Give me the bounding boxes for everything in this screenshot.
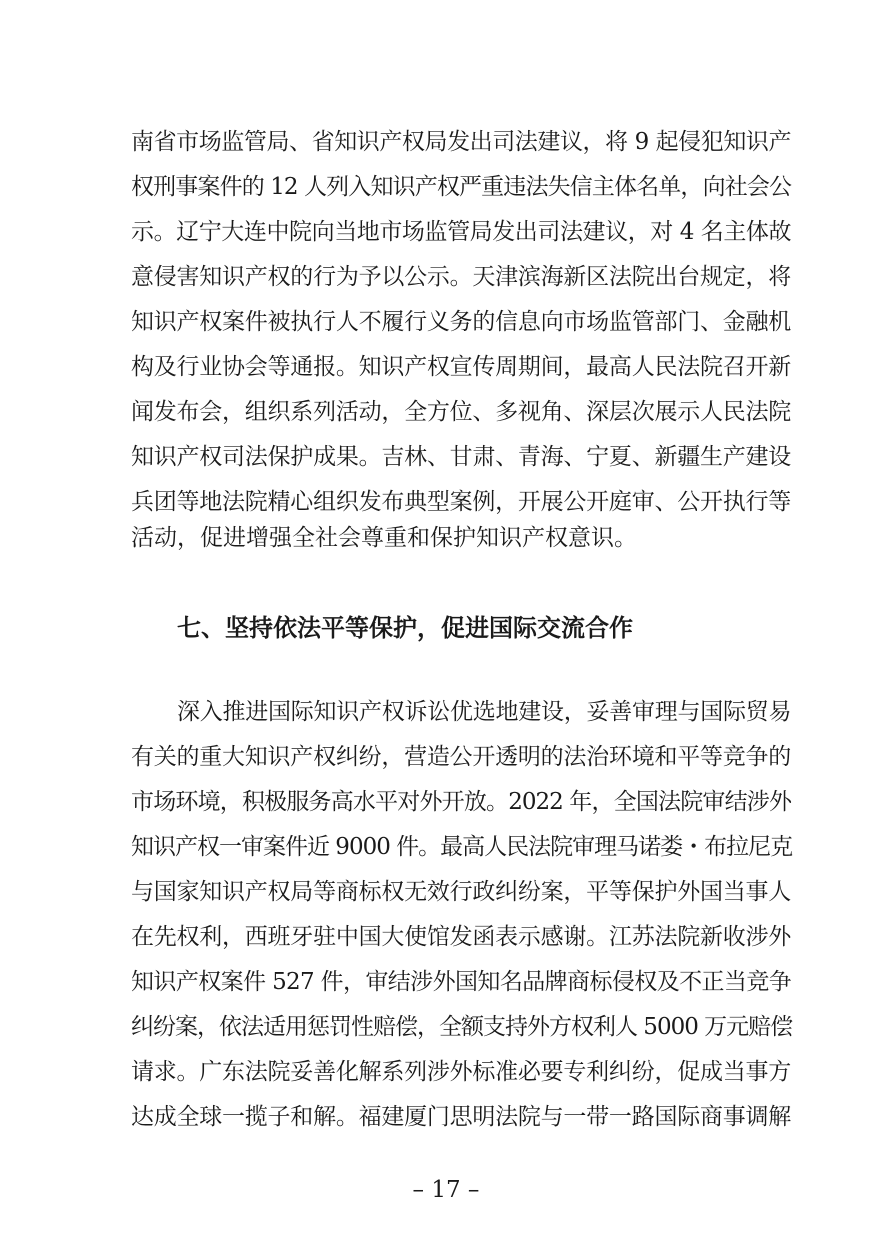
text-line: 市场环境，积极服务高水平对外开放。2022 年，全国法院审结涉外 (131, 789, 791, 815)
text-line: 知识产权一审案件近 9000 件。最高人民法院审理马诺娄・布拉尼克 (131, 834, 793, 860)
text-line: 与国家知识产权局等商标权无效行政纠纷案，平等保护外国当事人 (131, 879, 791, 905)
text-line: 活动，促进增强全社会尊重和保护知识产权意识。 (131, 525, 637, 551)
text-line: 构及行业协会等通报。知识产权宣传周期间，最高人民法院召开新 (131, 354, 791, 380)
text-line: 知识产权案件被执行人不履行义务的信息向市场监管部门、金融机 (131, 309, 791, 335)
section-heading: 七、坚持依法平等保护，促进国际交流合作 (177, 614, 633, 642)
text-line: 有关的重大知识产权纠纷，营造公开透明的法治环境和平等竞争的 (131, 744, 791, 770)
text-line: 示。辽宁大连中院向当地市场监管局发出司法建议，对 4 名主体故 (131, 219, 791, 245)
text-line: 权刑事案件的 12 人列入知识产权严重违法失信主体名单，向社会公 (131, 174, 791, 200)
text-line: 请求。广东法院妥善化解系列涉外标准必要专利纠纷，促成当事方 (131, 1059, 791, 1085)
text-line: 知识产权案件 527 件，审结涉外国知名品牌商标侵权及不正当竞争 (131, 969, 791, 995)
text-line: 闻发布会，组织系列活动，全方位、多视角、深层次展示人民法院 (131, 399, 791, 425)
text-line: 兵团等地法院精心组织发布典型案例，开展公开庭审、公开执行等 (131, 489, 791, 515)
text-line: 在先权利，西班牙驻中国大使馆发函表示感谢。江苏法院新收涉外 (131, 924, 791, 950)
text-line: 意侵害知识产权的行为予以公示。天津滨海新区法院出台规定，将 (131, 264, 791, 290)
text-line: 纠纷案，依法适用惩罚性赔偿，全额支持外方权利人 5000 万元赔偿 (131, 1014, 793, 1040)
text-line: 达成全球一揽子和解。福建厦门思明法院与一带一路国际商事调解 (131, 1104, 791, 1130)
text-line: 知识产权司法保护成果。吉林、甘肃、青海、宁夏、新疆生产建设 (131, 444, 791, 470)
text-line: 南省市场监管局、省知识产权局发出司法建议，将 9 起侵犯知识产 (131, 129, 791, 155)
text-line: 深入推进国际知识产权诉讼优选地建设，妥善审理与国际贸易 (177, 699, 792, 725)
page-number: – 17 – (412, 1177, 480, 1203)
